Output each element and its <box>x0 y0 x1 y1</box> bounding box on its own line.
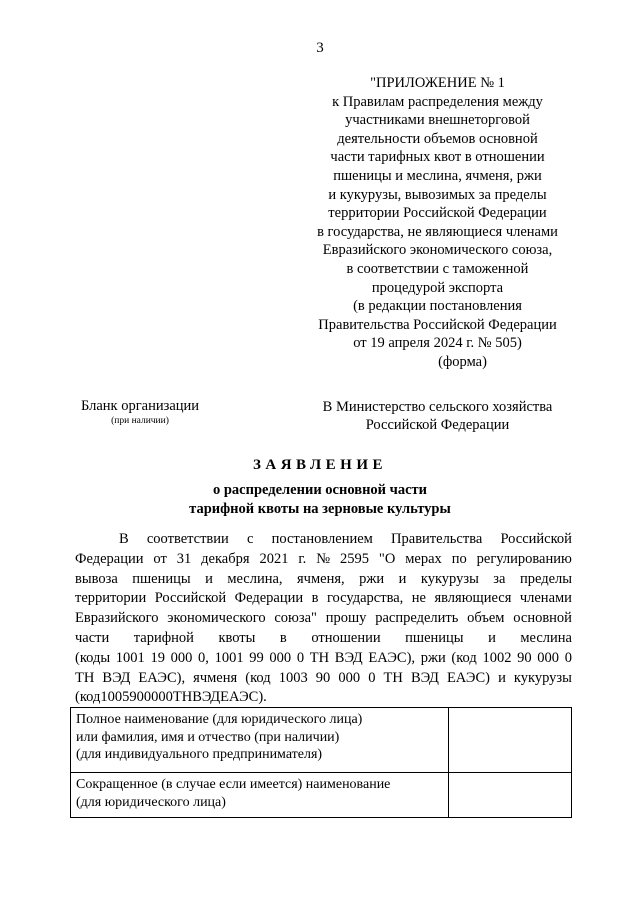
applicant-info-table <box>70 707 572 818</box>
recipient-line: Российской Федерации <box>365 417 510 433</box>
body-word: 1001 <box>115 649 145 666</box>
appendix-line: деятельности объемов основной <box>337 130 538 147</box>
body-word: и <box>498 669 506 686</box>
body-line <box>75 629 572 649</box>
body-word: кукурузы <box>513 669 572 686</box>
body-word: союза" <box>274 610 317 627</box>
body-word: Федерации <box>75 550 144 567</box>
body-word: за <box>493 570 506 587</box>
body-word: членами <box>519 590 572 607</box>
body-word: являющиеся <box>434 590 512 607</box>
short-name-label-cell <box>71 773 449 818</box>
body-word: 2595 <box>340 550 369 567</box>
body-word: Правительства <box>391 531 483 547</box>
body-word: по <box>451 550 467 567</box>
appendix-line: "ПРИЛОЖЕНИЕ № 1 <box>370 75 505 91</box>
body-word: (коды <box>75 649 111 666</box>
appendix-line: процедурой экспорта <box>371 279 504 296</box>
appendix-line: от 19 апреля 2024 г. № 505) <box>353 335 522 352</box>
body-line <box>75 669 572 689</box>
body-word: ВЭД <box>410 669 439 686</box>
body-word: отношении <box>311 629 381 646</box>
body-word: (код <box>75 689 101 706</box>
table-row <box>71 708 572 773</box>
cell-label-line: или фамилия, имя и отчество (при наличии) <box>76 729 340 745</box>
body-word: ржи <box>420 649 446 666</box>
body-word: меслина, <box>227 570 283 587</box>
body-word: 0 <box>165 689 173 706</box>
body-word: декабря <box>201 550 250 567</box>
body-word: 1003 <box>278 669 308 686</box>
body-word: "О <box>378 550 396 567</box>
body-word: ТН <box>75 669 95 686</box>
body-word: Евразийского <box>75 610 159 627</box>
body-word: и <box>205 570 213 587</box>
body-word: и <box>488 629 496 646</box>
body-line <box>75 570 572 590</box>
body-line <box>75 688 572 708</box>
form-note-text: (форма) <box>438 354 487 370</box>
appendix-line: пшеницы и меслина, ячменя, ржи <box>333 167 542 184</box>
body-word: 000 <box>338 669 361 686</box>
appendix-line: части тарифных квот в отношении <box>330 149 545 166</box>
recipient-line: В Министерство сельского хозяйства <box>322 399 553 415</box>
body-word: ржи <box>359 570 385 587</box>
table-row <box>71 773 572 818</box>
body-word: 31 <box>176 550 192 567</box>
body-word: 99 <box>249 649 264 666</box>
body-word: государства, <box>326 590 404 607</box>
body-word: ТН <box>383 669 403 686</box>
organization-letterhead-label: Бланк организации <box>80 398 200 414</box>
body-word: экономического <box>167 610 266 627</box>
organization-letterhead-note: (при наличии) <box>111 416 169 426</box>
appendix-header <box>300 74 575 353</box>
body-word: ЕАЭС). <box>220 689 267 706</box>
body-word: ячменя <box>193 669 238 686</box>
body-word: ЕАЭС), <box>368 649 416 666</box>
body-word: пшеницы <box>405 629 464 646</box>
body-word: кукурузы <box>420 570 479 587</box>
body-word: 2021 <box>259 550 289 567</box>
subtitle-line: тарифной квоты на зерновые культуры <box>189 500 451 517</box>
appendix-line: к Правилам распределения между <box>332 93 543 110</box>
short-name-value-cell[interactable] <box>449 773 572 818</box>
body-word: (код <box>245 669 271 686</box>
body-word: ВЭД <box>102 669 131 686</box>
body-word: В <box>119 531 129 547</box>
body-word: ВЭД <box>334 649 363 666</box>
body-word: г. <box>298 550 307 567</box>
body-word: распределить <box>375 610 459 627</box>
appendix-line: территории Российской Федерации <box>328 205 547 222</box>
body-word: 19 <box>150 649 165 666</box>
body-word: Российской <box>500 531 572 547</box>
appendix-line: в соответствии с таможенной <box>346 260 529 277</box>
body-word: соответствии <box>146 531 229 547</box>
body-word: с <box>246 531 254 547</box>
document-title: ЗАЯВЛЕНИЕ <box>252 457 388 473</box>
full-name-value-cell[interactable] <box>449 708 572 773</box>
full-name-label-cell <box>71 708 449 773</box>
form-note <box>300 354 575 371</box>
body-word: Федерации <box>234 590 304 607</box>
appendix-line: Евразийского экономического союза, <box>322 242 553 259</box>
body-line <box>75 589 572 609</box>
body-word: 90 <box>129 689 144 706</box>
body-word: 000 <box>170 649 193 666</box>
appendix-line: и кукурузы, вывозимых за пределы <box>328 186 547 203</box>
cell-label-line: (для индивидуального предпринимателя) <box>76 747 323 762</box>
appendix-line: в государства, не являющиеся членами <box>317 223 558 240</box>
body-word: 000 <box>269 649 292 666</box>
body-word: 0 <box>564 649 572 666</box>
cell-label-line: (для юридического лица) <box>76 794 226 810</box>
body-word: мерах <box>405 550 442 567</box>
body-word: от <box>153 550 167 567</box>
body-word: ВЭД <box>192 689 221 706</box>
page-number: 3 <box>316 40 324 56</box>
body-word: в <box>279 629 287 646</box>
body-line <box>75 649 572 669</box>
body-paragraph <box>75 530 572 708</box>
body-word: 90 <box>315 669 331 686</box>
body-word: квоты <box>218 629 256 646</box>
body-word: 0 <box>368 669 376 686</box>
body-word: пшеницы <box>132 570 191 587</box>
body-word: (код <box>451 649 477 666</box>
body-word: территории <box>75 590 147 607</box>
body-word: ТН <box>309 649 330 666</box>
body-word: Российской <box>154 590 227 607</box>
body-word: вывоза <box>75 570 118 587</box>
body-word: 1002 <box>482 649 512 666</box>
body-word: 90 <box>517 649 532 666</box>
body-word: прошу <box>325 610 367 627</box>
body-word: 000 <box>143 689 166 706</box>
appendix-line: Правительства Российской Федерации <box>318 316 557 333</box>
subtitle-line: о распределении основной части <box>212 482 427 498</box>
document-subtitle <box>0 481 640 518</box>
body-word: постановлением <box>271 531 373 547</box>
body-word: части <box>75 629 110 646</box>
body-word: в <box>311 590 319 607</box>
body-word: ЕАЭС) <box>446 669 490 686</box>
body-word: 0, <box>198 649 209 666</box>
body-word: ЕАЭС), <box>138 669 186 686</box>
appendix-line: (в редакции постановления <box>353 298 522 315</box>
body-line <box>75 530 572 550</box>
body-word: 1005 <box>100 689 130 706</box>
body-word: 1001 <box>214 649 244 666</box>
body-word: и <box>398 570 407 587</box>
body-word: основной <box>513 610 572 627</box>
cell-label-line: Сокращенное (в случае если имеется) наименование <box>76 777 391 792</box>
body-word: регулированию <box>476 550 572 567</box>
body-word: 000 <box>537 649 560 666</box>
recipient-block <box>300 398 575 434</box>
body-word: ТН <box>172 689 193 706</box>
body-line <box>75 609 572 629</box>
body-word: тарифной <box>133 629 194 646</box>
body-word: объем <box>467 610 505 627</box>
body-word: № <box>316 550 331 567</box>
appendix-line: участниками внешнеторговой <box>345 112 530 129</box>
body-word: пределы <box>519 570 572 587</box>
body-line <box>75 550 572 570</box>
body-word: ячменя, <box>297 570 345 587</box>
cell-label-line: Полное наименование (для юридического лица) <box>76 712 363 727</box>
body-word: не <box>411 590 426 607</box>
body-word: 0 <box>296 649 305 666</box>
body-word: меслина <box>520 629 572 646</box>
